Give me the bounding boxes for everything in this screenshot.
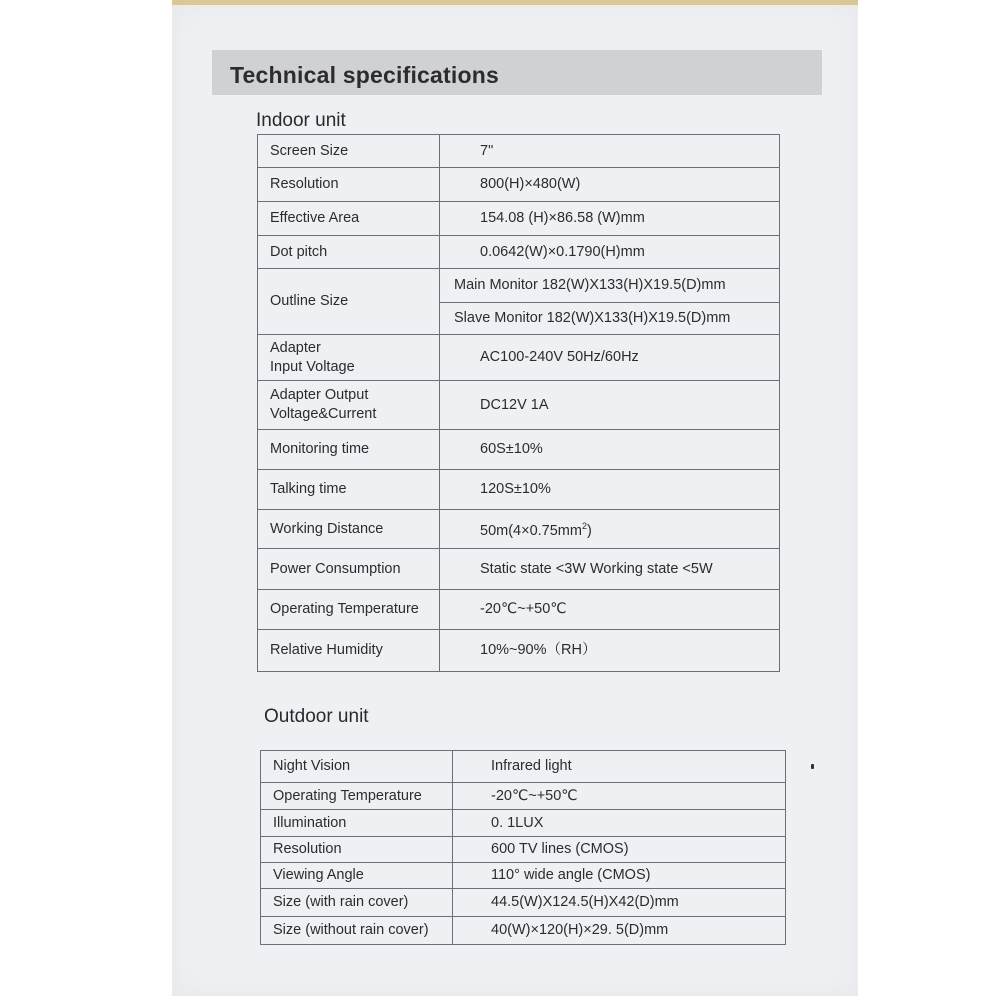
spec-label: Working Distance	[258, 510, 440, 549]
table-row	[258, 236, 780, 269]
spec-label: Screen Size	[258, 135, 440, 168]
spec-label: Relative Humidity	[258, 630, 440, 672]
table-row	[261, 783, 786, 810]
spec-value: 10%~90%（RH）	[440, 630, 780, 672]
spec-label: Night Vision	[261, 751, 453, 783]
table-row	[261, 810, 786, 837]
spec-value: 44.5(W)X124.5(H)X42(D)mm	[453, 889, 786, 917]
table-row	[261, 889, 786, 917]
spec-value: 40(W)×120(H)×29. 5(D)mm	[453, 917, 786, 945]
table-row	[258, 470, 780, 510]
spec-value	[440, 510, 780, 549]
table-row	[258, 381, 780, 430]
spec-value-text-end: )	[586, 522, 592, 539]
spec-value: AC100-240V 50Hz/60Hz	[440, 335, 780, 381]
table-row	[258, 549, 780, 590]
indoor-unit-heading: Indoor unit	[256, 110, 346, 131]
spec-value: 800(H)×480(W)	[440, 168, 780, 202]
spec-label: Power Consumption	[258, 549, 440, 590]
paper-speck	[811, 764, 814, 769]
spec-value: 600 TV lines (CMOS)	[453, 837, 786, 863]
spec-value: Infrared light	[453, 751, 786, 783]
outdoor-spec-table	[260, 750, 786, 945]
paper-top-edge	[172, 0, 858, 5]
table-row	[261, 751, 786, 783]
spec-value-slave-monitor: Slave Monitor 182(W)X133(H)X19.5(D)mm	[440, 303, 780, 335]
spec-value: 7"	[440, 135, 780, 168]
spec-label-line: Voltage&Current	[270, 406, 377, 422]
spec-label	[258, 381, 440, 430]
table-row	[258, 202, 780, 236]
table-row	[258, 590, 780, 630]
spec-value: 120S±10%	[440, 470, 780, 510]
table-row	[261, 917, 786, 945]
spec-label: Viewing Angle	[261, 863, 453, 889]
spec-value: 110° wide angle (CMOS)	[453, 863, 786, 889]
spec-label: Resolution	[258, 168, 440, 202]
spec-label-line: Input Voltage	[270, 358, 355, 375]
table-row	[258, 269, 780, 303]
spec-value: 0. 1LUX	[453, 810, 786, 837]
spec-label: Monitoring time	[258, 430, 440, 470]
table-row	[258, 168, 780, 202]
indoor-spec-table	[257, 134, 780, 672]
spec-label: Dot pitch	[258, 236, 440, 269]
spec-value: Static state <3W Working state <5W	[440, 549, 780, 590]
spec-value-main-monitor: Main Monitor 182(W)X133(H)X19.5(D)mm	[440, 269, 780, 303]
spec-value: 154.08 (H)×86.58 (W)mm	[440, 202, 780, 236]
spec-label: Size (without rain cover)	[261, 917, 453, 945]
spec-label: Operating Temperature	[261, 783, 453, 810]
table-row	[258, 510, 780, 549]
page-title: Technical specifications	[230, 62, 499, 88]
table-row	[258, 335, 780, 381]
spec-label: Outline Size	[258, 269, 440, 335]
table-row	[258, 630, 780, 672]
spec-value: DC12V 1A	[440, 381, 780, 430]
table-row	[261, 837, 786, 863]
table-row	[258, 135, 780, 168]
spec-value: -20℃~+50℃	[453, 783, 786, 810]
spec-value-text: 50m(4×0.75mm	[480, 522, 582, 539]
spec-label-line: Adapter	[270, 339, 321, 356]
table-row	[258, 430, 780, 470]
spec-value: 0.0642(W)×0.1790(H)mm	[440, 236, 780, 269]
spec-label: Talking time	[258, 470, 440, 510]
spec-label: Size (with rain cover)	[261, 889, 453, 917]
spec-label: Effective Area	[258, 202, 440, 236]
superscript: 2	[581, 521, 587, 532]
outdoor-unit-heading: Outdoor unit	[264, 706, 369, 727]
spec-value: -20℃~+50℃	[440, 590, 780, 630]
spec-label: Resolution	[261, 837, 453, 863]
spec-label: Illumination	[261, 810, 453, 837]
spec-label-line: Adapter Output	[270, 387, 369, 403]
table-row	[261, 863, 786, 889]
spec-value: 60S±10%	[440, 430, 780, 470]
spec-label: Operating Temperature	[258, 590, 440, 630]
spec-label	[258, 335, 440, 381]
